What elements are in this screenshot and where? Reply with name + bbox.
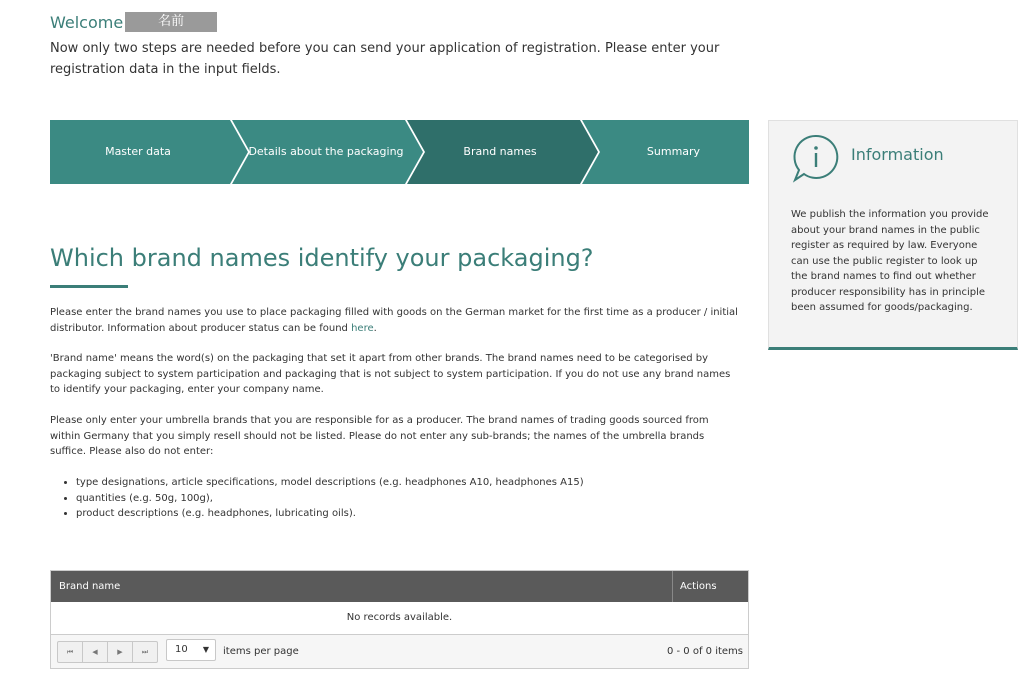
- list-item: • product descriptions (e.g. headphones, lubricating oils).: [76, 506, 584, 522]
- next-page-icon[interactable]: ▶: [108, 642, 133, 662]
- column-actions: Actions: [672, 571, 748, 602]
- last-page-icon[interactable]: ⏭: [141, 648, 149, 656]
- first-page-icon[interactable]: ⏮: [58, 642, 83, 662]
- info-text: We publish the information you provide about your brand names in the public register as required by law. Everyone can use the public register to look up the brand names to find out whether producer responsibility has in principle been assumed for goods/packaging.: [791, 209, 989, 313]
- information-panel: [768, 120, 1018, 350]
- step-packaging-details[interactable]: Details about the packaging: [248, 145, 404, 158]
- producer-status-link[interactable]: here: [351, 322, 374, 334]
- welcome-label: Welcome: [50, 12, 124, 32]
- p1-text: Please enter the brand names you use to place packaging filled with goods on the German market for the first time as a producer / initial distributor. Information about producer status can be found: [50, 307, 738, 334]
- previous-page-icon[interactable]: ◀: [83, 642, 108, 662]
- step-master-data[interactable]: Master data: [105, 145, 171, 158]
- list-item: • type designations, article specifications, model descriptions (e.g. headphones A10, headphones A15): [76, 475, 584, 491]
- list-item: • quantities (e.g. 50g, 100g),: [76, 491, 584, 507]
- page-size-value: 10: [175, 644, 188, 655]
- page-size-select[interactable]: [166, 639, 216, 661]
- intro-text: Now only two steps are needed before you can send your application of registration. Please enter your registration data in the input fields.: [50, 41, 720, 77]
- p1-end: .: [373, 322, 377, 334]
- welcome-line: [50, 12, 217, 32]
- info-title: Information: [851, 145, 944, 164]
- grid-pager: [51, 635, 748, 668]
- column-brand-name[interactable]: Brand name: [59, 581, 121, 592]
- grid-header: [51, 571, 748, 602]
- step-brand-names[interactable]: Brand names: [463, 145, 537, 158]
- info-speech-bubble-icon: [791, 133, 841, 185]
- paragraph-producer-status: [50, 305, 740, 336]
- items-per-page-label: items per page: [223, 646, 299, 657]
- page-heading: Which brand names identify your packaging?: [50, 244, 594, 272]
- paragraph-brand-name-definition: 'Brand name' means the word(s) on the packaging that set it apart from other brands. The brand names need to be categorised by packaging subject to system participation and packaging that is not subject to system participation. If you do not use any brand names to identify your packaging, enter your company name.: [50, 353, 731, 395]
- brand-names-grid: [50, 570, 749, 669]
- pager-info: 0 - 0 of 0 items: [666, 646, 743, 657]
- paragraph-umbrella-brands: Please only enter your umbrella brands that you are responsible for as a producer. The brand names of trading goods sourced from within Germany that you simply resell should not be listed. Please do not enter any sub-brands; the names of the umbrella brands suffice. Please also do not enter:: [50, 415, 709, 457]
- step-summary[interactable]: Summary: [646, 145, 701, 158]
- chevron-down-icon: ▼: [202, 645, 209, 654]
- pager-buttons: [57, 641, 158, 663]
- user-name-redacted: 名前: [125, 12, 217, 32]
- no-records-message: No records available.: [51, 602, 748, 635]
- heading-underline: [50, 285, 128, 288]
- exclusion-list: [62, 475, 584, 522]
- progress-steps: [50, 120, 749, 184]
